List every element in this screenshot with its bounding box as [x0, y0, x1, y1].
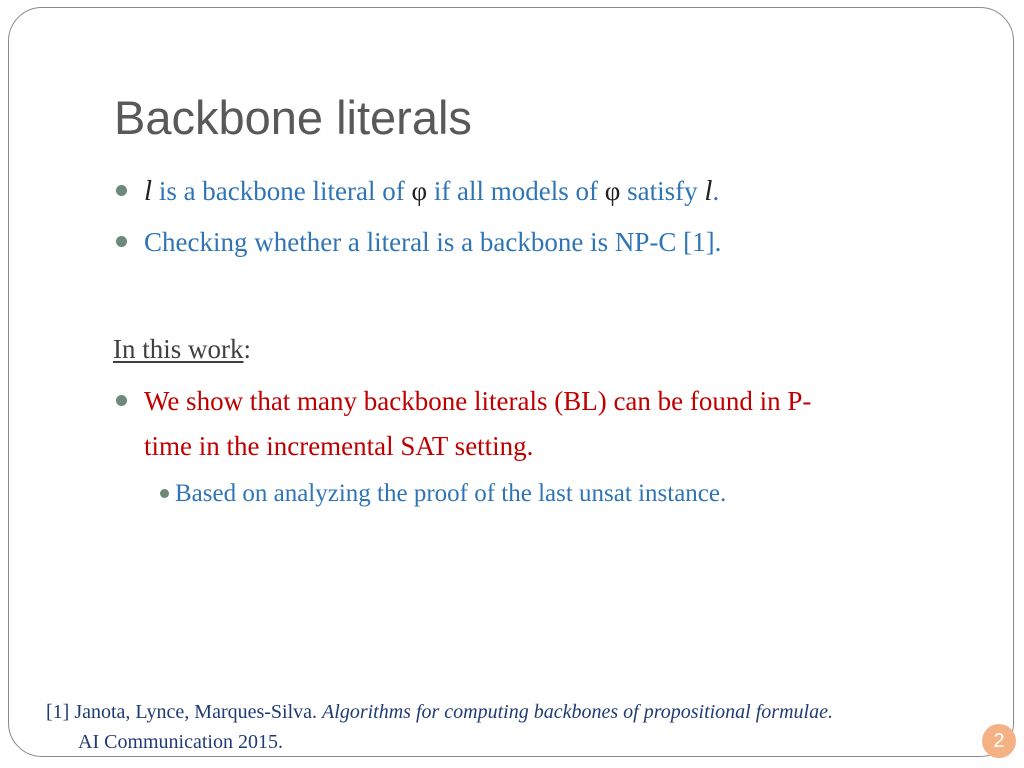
footnote-venue: AI Communication 2015.	[78, 731, 283, 753]
bullet-contribution-line1: We show that many backbone literals (BL) can be found in P-	[144, 386, 812, 416]
phi-symbol: φ	[604, 176, 621, 206]
section-label: In this work:	[113, 334, 252, 364]
sub-bullet-dot	[160, 489, 169, 498]
bullet-dot	[116, 236, 127, 247]
footnote-reference: [1] Janota, Lynce, Marques-Silva. Algorithms for computing backbones of propositional formulae.	[46, 701, 833, 723]
bullet-dot	[116, 185, 127, 196]
phi-symbol: φ	[411, 176, 428, 206]
bullet-dot	[116, 395, 127, 406]
bullet-np-complete: Checking whether a literal is a backbone is NP-C [1].	[144, 227, 722, 257]
literal-l-symbol: l	[704, 175, 713, 207]
bullet-backbone-definition: l is a backbone literal of φ if all models of φ satisfy l.	[144, 175, 720, 207]
bullet-contribution-line2: time in the incremental SAT setting.	[144, 431, 534, 461]
sub-bullet-proof-analysis: Based on analyzing the proof of the last unsat instance.	[175, 480, 727, 507]
literal-l-symbol: l	[144, 175, 153, 207]
page-number-badge: 2	[982, 724, 1016, 758]
slide-title: Backbone literals	[114, 91, 472, 144]
